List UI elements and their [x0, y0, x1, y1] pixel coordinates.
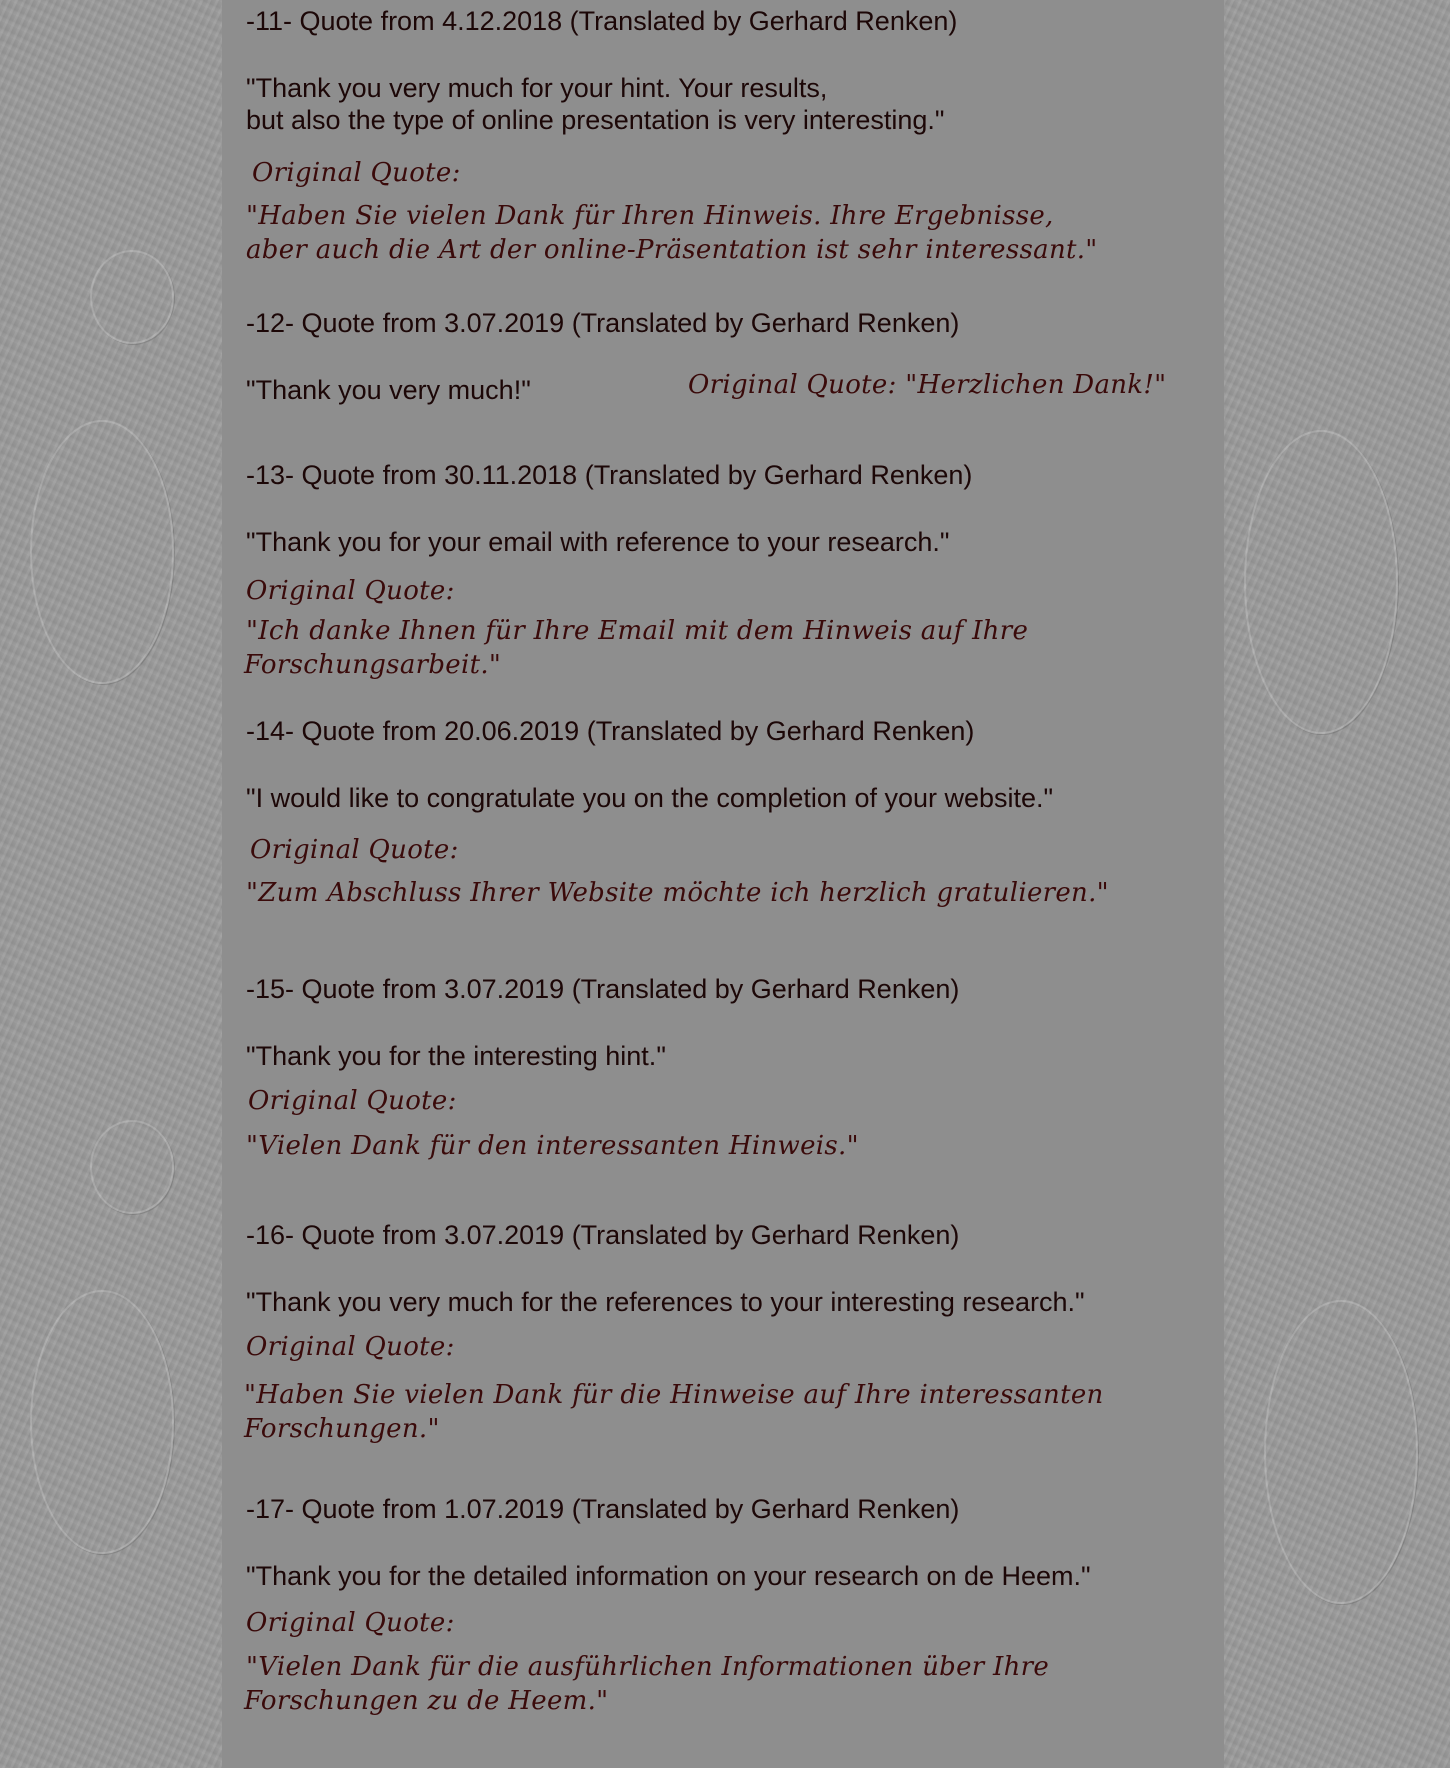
original-quote-label: Original Quote: [246, 1332, 455, 1362]
original-quote-label: Original Quote: [250, 835, 459, 865]
quote-translation: "Thank you for the interesting hint." [246, 1041, 666, 1071]
original-quote-label: Original Quote: [246, 1608, 455, 1638]
quote-translation: "I would like to congratulate you on the completion of your website." [246, 783, 1054, 813]
quote-heading: -14- Quote from 20.06.2019 (Translated by Gerhard Renken) [246, 716, 975, 746]
original-quote-text: "Vielen Dank für die ausführlichen Informationen über Ihre [246, 1652, 1050, 1682]
quote-translation: "Thank you very much for the references to your interesting research." [246, 1287, 1085, 1317]
quote-heading: -13- Quote from 30.11.2018 (Translated by Gerhard Renken) [246, 460, 973, 490]
quote-heading: -17- Quote from 1.07.2019 (Translated by Gerhard Renken) [246, 1494, 960, 1524]
original-quote-text: Forschungsarbeit." [244, 650, 502, 680]
quote-heading: -16- Quote from 3.07.2019 (Translated by Gerhard Renken) [246, 1220, 960, 1250]
ornament-flourish [30, 1290, 174, 1554]
original-quote-text: Forschungen zu de Heem." [244, 1686, 609, 1716]
ornament-flourish [1244, 430, 1398, 734]
ornament-flourish [90, 1120, 174, 1214]
right-decorative-border [1224, 0, 1450, 1768]
original-quote-text: aber auch die Art der online-Präsentation ist sehr interessant." [246, 235, 1098, 265]
ornament-flourish [30, 420, 174, 684]
original-quote-text: "Haben Sie vielen Dank für Ihren Hinweis. Ihre Ergebnisse, [246, 201, 1054, 231]
quote-heading: -15- Quote from 3.07.2019 (Translated by Gerhard Renken) [246, 974, 960, 1004]
original-quote-label: Original Quote: [248, 1086, 457, 1116]
original-quote-label: Original Quote: [246, 576, 455, 606]
original-quote-text: "Vielen Dank für den interessanten Hinweis." [246, 1131, 859, 1161]
quote-heading: -12- Quote from 3.07.2019 (Translated by Gerhard Renken) [246, 308, 960, 338]
quote-translation: "Thank you very much for your hint. Your results, [246, 73, 828, 103]
original-quote-text: "Haben Sie vielen Dank für die Hinweise auf Ihre interessanten [244, 1380, 1104, 1410]
left-decorative-border [0, 0, 222, 1768]
original-quote-label: Original Quote: [252, 158, 461, 188]
quote-translation: "Thank you very much!" [246, 375, 531, 405]
ornament-flourish [1264, 1300, 1418, 1604]
ornament-flourish [90, 250, 174, 344]
quote-translation: "Thank you for the detailed information on your research on de Heem." [246, 1561, 1091, 1591]
quote-translation: "Thank you for your email with reference to your research." [246, 527, 950, 557]
quote-heading: -11- Quote from 4.12.2018 (Translated by Gerhard Renken) [246, 6, 958, 36]
original-quote-text: "Ich danke Ihnen für Ihre Email mit dem Hinweis auf Ihre [246, 616, 1029, 646]
original-quote-text: "Zum Abschluss Ihrer Website möchte ich herzlich gratulieren." [246, 878, 1109, 908]
original-quote-inline: Original Quote: "Herzlichen Dank!" [688, 370, 1167, 400]
original-quote-text: Forschungen." [244, 1414, 440, 1444]
quote-translation: but also the type of online presentation is very interesting." [246, 105, 945, 135]
quotes-panel [222, 0, 1224, 1768]
